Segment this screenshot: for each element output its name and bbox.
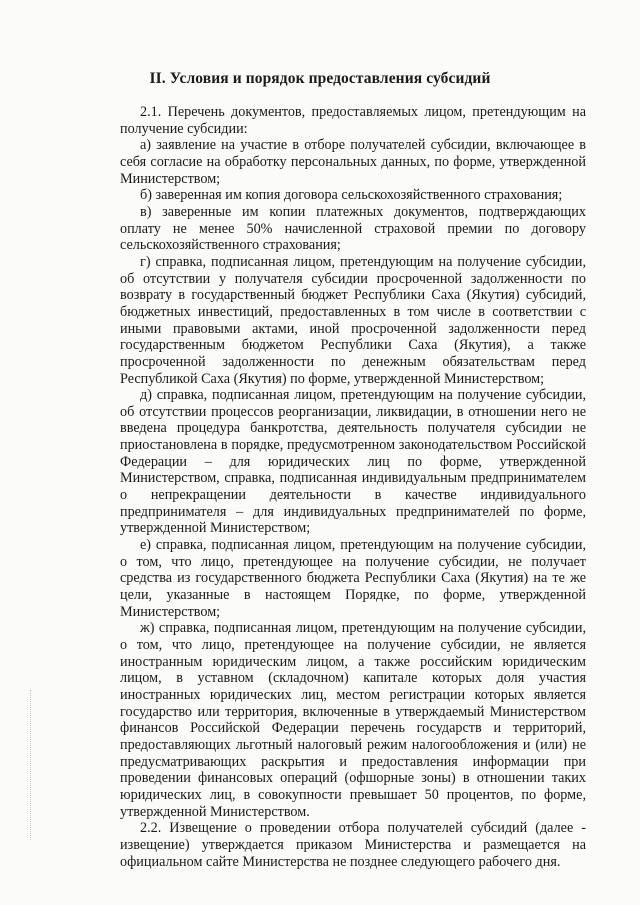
section-heading: II. Условия и порядок предоставления субсидий <box>149 70 491 87</box>
section-body <box>120 104 586 870</box>
paragraph-2-2: 2.2. Извещение о проведении отбора получателей субсидий (далее - извещение) утверждается приказом Министерства и размещается на официальном сайте Министерства не позднее следующего рабочего дня. <box>120 820 586 870</box>
paragraph-item-v: в) заверенные им копии платежных документов, подтверждающих оплату не менее 50% начисленной страховой премии по договору сельскохозяйственного страхования; <box>120 203 586 254</box>
paragraph-item-e: е) справка, подписанная лицом, претендующим на получение субсидии, о том, что лицо, претендующее на получение субсидии, не получает средства из государственного бюджета Республики Саха (Якутия) на те же цели, указанные в настоящем Порядке, по форме, утвержденной Министерством; <box>120 537 586 620</box>
paragraph-item-a: а) заявление на участие в отборе получателей субсидии, включающее в себя согласие на обработку персональных данных, по форме, утвержденной Министерством; <box>120 137 586 187</box>
scan-edge-mark <box>30 690 33 840</box>
paragraph-item-d: д) справка, подписанная лицом, претендующим на получение субсидии, об отсутствии процессов реорганизации, ликвидации, в отношении него не введена процедура банкротства, деятельность получателя субсидии не приостановлена в порядке, предусмотренном законодательством Российской Федерации – для юридических лиц по форме, утвержденной Министерством, справка, подписанная индивидуальным предпринимателем о непрекращении деятельности в качестве индивидуального предпринимателя – для индивидуальных предпринимателей по форме, утвержденной Министерством; <box>120 387 586 537</box>
paragraph-item-zh: ж) справка, подписанная лицом, претендующим на получение субсидии, о том, что лицо, претендующее на получение субсидии, не является иностранным юридическим лицом, а также российским юридическим лицом, в уставном (складочном) капитале которых доля участия иностранных юридических лиц, местом регистрации которых является государство или территория, включенные в утверждаемый Министерством финансов Российской Федерации перечень государств и территорий, предоставляющих льготный налоговый режим налогообложения и (или) не предусматривающих раскрытия и предоставления информации при проведении финансовых операций (офшорные зоны) в отношении таких юридических лиц, в совокупности превышает 50 процентов, по форме, утвержденной Министерством. <box>120 620 586 820</box>
paragraph-2-1: 2.1. Перечень документов, предоставляемых лицом, претендующим на получение субсидии: <box>120 104 586 137</box>
paragraph-item-g: г) справка, подписанная лицом, претендующим на получение субсидии, об отсутствии у получателя субсидии просроченной задолженности по возврату в государственный бюджет Республики Саха (Якутия) субсидий, бюджетных инвестиций, предоставленных в том числе в соответствии с иными правовыми актами, иной просроченной задолженности перед государственным бюджетом Республики Саха (Якутия), а также просроченной задолженности по денежным обязательствам перед Республикой Саха (Якутия) по форме, утвержденной Министерством; <box>120 253 586 387</box>
paragraph-item-b: б) заверенная им копия договора сельскохозяйственного страхования; <box>140 187 563 204</box>
